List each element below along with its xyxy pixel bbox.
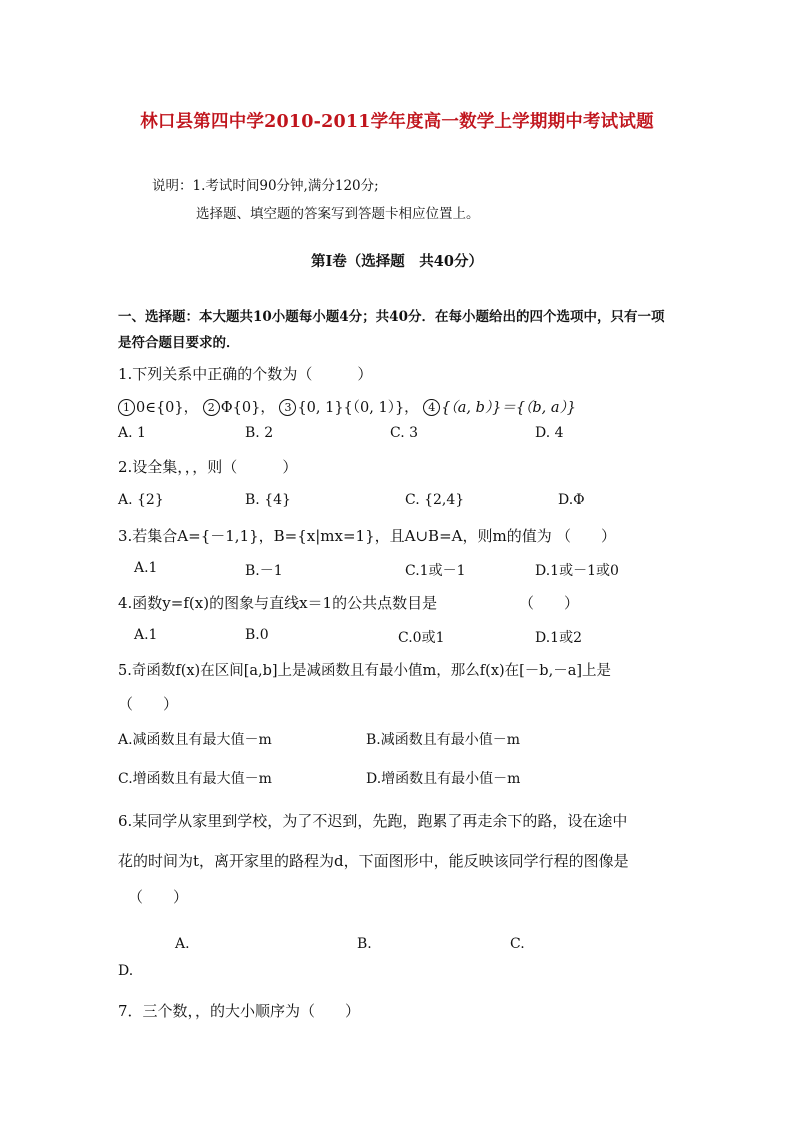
question-1-option-b: B. 2 bbox=[245, 425, 274, 441]
question-1-stem: 1.下列关系中正确的个数为（ ） bbox=[118, 365, 373, 383]
question-2-option-c: C. {2,4} bbox=[405, 492, 465, 508]
statement-text: 0∈{0}， bbox=[136, 400, 199, 416]
question-3-stem: 3.若集合A={－1,1}，B={x|mx=1}，且A∪B=A，则m的值为 bbox=[118, 527, 552, 545]
question-5-answer-paren: （ ） bbox=[118, 695, 179, 713]
circled-number: 4 bbox=[423, 399, 440, 416]
question-5-option-b: B.减函数且有最小值－m bbox=[366, 732, 521, 748]
statement-text: Φ{0}， bbox=[220, 400, 275, 416]
section-title: 第Ⅰ卷（选择题 共40分） bbox=[311, 253, 483, 270]
question-1-option-d: D. 4 bbox=[535, 425, 564, 441]
question-2-option-d: D.Φ bbox=[558, 492, 585, 508]
question-3-answer-paren: （ ） bbox=[556, 527, 617, 545]
question-4-answer-paren: （ ） bbox=[519, 594, 580, 612]
question-5-option-a: A.减函数且有最大值－m bbox=[118, 732, 272, 748]
instructions-line-1: 一、选择题：本大题共10小题每小题4分；共40分．在每小题给出的四个选项中，只有一项 bbox=[118, 309, 665, 325]
question-6-answer-paren: （ ） bbox=[128, 888, 189, 906]
question-6-stem-line-1: 6.某同学从家里到学校，为了不迟到，先跑，跑累了再走余下的路，设在途中 bbox=[118, 812, 628, 830]
question-6-option-d: D. bbox=[118, 963, 134, 979]
circled-number: 1 bbox=[118, 399, 135, 416]
circled-number: 2 bbox=[203, 399, 220, 416]
question-7-stem: 7．三个数，，的大小顺序为（ ） bbox=[118, 1002, 361, 1020]
exam-note-line-1: 说明：1.考试时间90分钟,满分120分; bbox=[152, 178, 379, 194]
question-6-option-a: A. bbox=[175, 936, 190, 952]
statement-text: {（a, b）}＝{（b, a）} bbox=[441, 400, 576, 416]
question-4-option-d: D.1或2 bbox=[535, 630, 582, 646]
question-4-option-c: C.0或1 bbox=[398, 630, 445, 646]
question-6-stem-line-2: 花的时间为t，离开家里的路程为d，下面图形中，能反映该同学行程的图像是 bbox=[118, 852, 629, 870]
question-3-option-b: B.－1 bbox=[245, 563, 283, 579]
question-3-option-d: D.1或－1或0 bbox=[535, 563, 619, 579]
question-3-option-a: A.1 bbox=[134, 560, 158, 576]
question-4-stem: 4.函数y=f(x)的图象与直线x＝1的公共点数目是 bbox=[118, 594, 438, 612]
question-2-option-a: A. {2} bbox=[118, 492, 164, 508]
instructions-line-2: 是符合题目要求的． bbox=[118, 335, 240, 351]
question-5-option-c: C.增函数且有最大值－m bbox=[118, 771, 272, 787]
question-6-option-c: C. bbox=[510, 936, 525, 952]
question-1-option-c: C. 3 bbox=[390, 425, 419, 441]
question-5-stem: 5.奇函数f(x)在区间[a,b]上是减函数且有最小值m，那么f(x)在[－b,－a]上是 bbox=[118, 663, 611, 679]
question-3-option-c: C.1或－1 bbox=[405, 563, 466, 579]
question-6-option-b: B. bbox=[357, 936, 372, 952]
exam-title: 林口县第四中学2010-2011学年度高一数学上学期期中考试试题 bbox=[140, 112, 654, 132]
circled-number: 3 bbox=[279, 399, 296, 416]
question-1-option-a: A. 1 bbox=[118, 425, 146, 441]
question-5-option-d: D.增函数且有最小值－m bbox=[366, 771, 521, 787]
exam-note-line-2: 选择题、填空题的答案写到答题卡相应位置上。 bbox=[196, 206, 480, 222]
question-2-option-b: B. {4} bbox=[245, 492, 291, 508]
question-1-statements bbox=[118, 396, 576, 417]
question-4-option-a: A.1 bbox=[134, 627, 158, 643]
statement-text: {0, 1}{（0, 1）}， bbox=[297, 400, 419, 416]
question-4-option-b: B.0 bbox=[245, 627, 269, 643]
question-2-stem: 2.设全集，，，则（ ） bbox=[118, 458, 298, 476]
